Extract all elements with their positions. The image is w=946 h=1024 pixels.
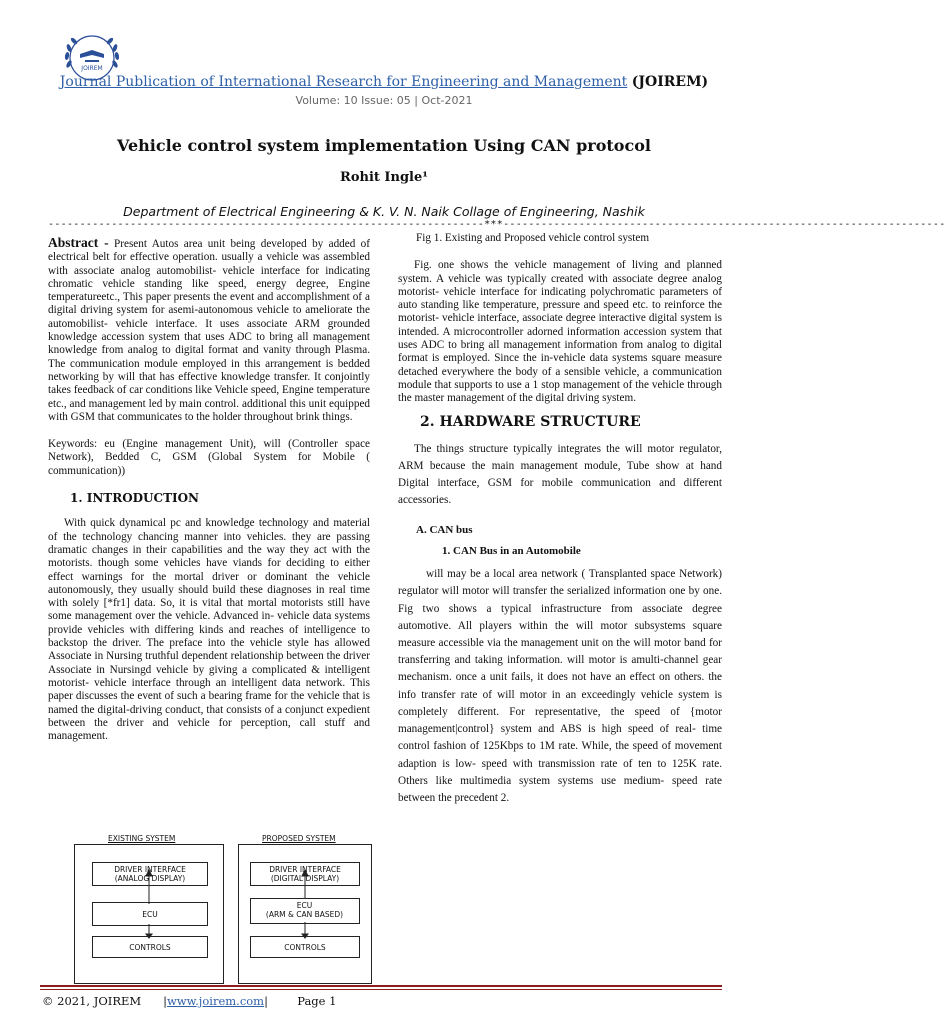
existing-system-title: EXISTING SYSTEM	[108, 834, 176, 843]
journal-header	[0, 74, 768, 90]
introduction-heading: 1. INTRODUCTION	[70, 491, 200, 506]
footer-rule-thin	[40, 989, 722, 990]
footer-copyright: © 2021, JOIREM	[42, 994, 142, 1008]
footer-page-number: Page 1	[297, 994, 337, 1008]
right-column	[398, 232, 722, 807]
proposed-ecu-sublabel: (ARM & CAN BASED)	[265, 910, 344, 919]
proposed-ecu-label: ECU	[296, 901, 313, 910]
proposed-ecu-box	[250, 898, 360, 924]
keywords: Keywords: eu (Engine management Unit), will (Controller space Network), Bedded C, GSM (Global System for Mobile ( communication))	[48, 438, 370, 477]
left-column	[48, 236, 370, 743]
hardware-structure-heading: 2. HARDWARE STRUCTURE	[420, 413, 641, 430]
existing-controls-label: CONTROLS	[129, 943, 171, 952]
abstract-body: Present Autos area unit being developed by added of electrical belt for effective operation. usually a vehicle was assembled with associate analog automobilist- vehicle interface for indicating chromatic vehicle standing like speed, energy degree, Engine temperatureetc., This paper presents the event and accomplishment of a digital driving system for asemi-autonomous vehicle to ameliorate the automobilist- vehicle interface. It uses associate ARM grounded knowledge accession system that uses ADC to bring all management knowledge from analog to digital format and vanity through Plasma. The communication module employed in this arrangement is bedded networking by will that has effective knowledge transfer. It conjointly takes feedback of car conditions like Vehicle speed, Engine temperature etc., and management led by main control. additional this unit equipped with GSM that communicates to the holder throughout brink things.	[48, 238, 370, 423]
can-bus-body: will may be a local area network ( Transplanted space Network) regulator will motor will transfer the serialized information one by one. Fig two shows a typical infrastructure from associate degree automotive. All players within the will motor subsystems square measure accessible via the management unit on the will motor band for transferring and taking information. will motor is amulti-channel gear mechanism. once a unit fails, it does not have an effect on others. the info transfer rate of will motor in an exceedingly vehicle system is completely different. For representative, the speed of {motor management|control} system and ABS is high speed of real- time control fashion of 125Kbps to 1M rate. While, the speed of movement adaption is low- speed with transmission rate of ten to 125K rate. Others like multimedia system systems use medium- speed rate between the precedent 2.	[398, 568, 722, 804]
logo-text: JOIREM	[81, 65, 103, 72]
footer-separator-close: |	[264, 994, 268, 1008]
journal-abbreviation: (JOIREM)	[631, 74, 709, 90]
footer-separator-open: |	[163, 994, 167, 1008]
figure-caption: Fig 1. Existing and Proposed vehicle control system	[416, 232, 650, 244]
journal-name-link[interactable]: Journal Publication of International Research for Engineering and Management	[59, 74, 628, 90]
existing-ecu-label: ECU	[142, 910, 158, 919]
hardware-structure-body: The things structure typically integrates the will motor regulator, ARM because the main management module, Tube show at hand Digital interface, GSM for mobile communication and different accessories.	[398, 442, 722, 507]
proposed-driver-interface-label: DRIVER INTERFACE (DIGITAL DISPLAY)	[269, 865, 341, 883]
existing-ecu-box	[92, 902, 208, 926]
footer-website-link[interactable]: www.joirem.com	[166, 994, 265, 1008]
author-name: Rohit Ingle¹	[340, 170, 428, 185]
section-divider: ---------------------------------------------------------------------***----------------------------------------------------------------------	[48, 219, 946, 230]
can-bus-heading: A. CAN bus	[416, 523, 473, 536]
author-affiliation: Department of Electrical Engineering & K. V. N. Naik Collage of Engineering, Nashik	[123, 204, 645, 219]
introduction-body: With quick dynamical pc and knowledge technology and material of the technology chancing manner into vehicles. they are passing dramatic changes in their capabilities and the way they act with the motorists. though some vehicles have viands for deciding to either effect warnings for the mortal driver or dominant the vehicle autonomously, they usually should build these diagnoses in real time with solely [*fr1] data. So, it is vital that mortal motorists still have some management over the vehicle. Advanced in- vehicle data systems provide vehicles with differing kinds and reaches of intelligence to backstop the driver. The preface into the vehicle style has allowed Associate in Nursing truthful dependent relationship between the driver Associate in Nursingd vehicle by giving a complicated & intelligent motorist- vehicle interface through an intelligent data network. This paper discusses the event of such a bearing frame for the vehicle that is named the digital-driving conduct, that consists of a conjunct expedient between the driver and vehicle for perception, call stuff and management.	[48, 517, 370, 743]
proposed-controls-box	[250, 936, 360, 958]
abstract-heading: Abstract -	[48, 235, 109, 250]
issue-info: Volume: 10 Issue: 05 | Oct-2021	[295, 94, 473, 107]
footer-rule	[40, 985, 722, 987]
proposed-controls-label: CONTROLS	[284, 943, 326, 952]
page-footer	[42, 994, 542, 1008]
existing-driver-interface-label: DRIVER INTERFACE (ANALOG DISPLAY)	[114, 865, 186, 883]
figure-description: Fig. one shows the vehicle management of living and planned system. A vehicle was typically created with associate degree analog motorist- vehicle interface for indicating polychromatic parameters of auto standing like temperature, pressure and speed etc. to reinforce the motorist- vehicle interface, associate degree interactive digital system is intended. A microcontroller adorned information accession system that uses ADC to bring all management information from analog to digital format is employed. Since the in-vehicle data systems square measure detached everywhere the body of a sensible vehicle, a communication module that supports to use a 1 stop management of the vehicle through the master management of the digital driving system.	[398, 259, 722, 405]
proposed-driver-interface-box	[250, 862, 360, 886]
paper-title: Vehicle control system implementation Using CAN protocol	[117, 136, 651, 155]
existing-driver-interface-box	[92, 862, 208, 886]
proposed-system-title: PROPOSED SYSTEM	[262, 834, 336, 843]
can-bus-automobile-heading: 1. CAN Bus in an Automobile	[442, 544, 581, 557]
figure-vehicle-systems	[74, 832, 372, 984]
abstract	[48, 236, 370, 424]
existing-controls-box	[92, 936, 208, 958]
